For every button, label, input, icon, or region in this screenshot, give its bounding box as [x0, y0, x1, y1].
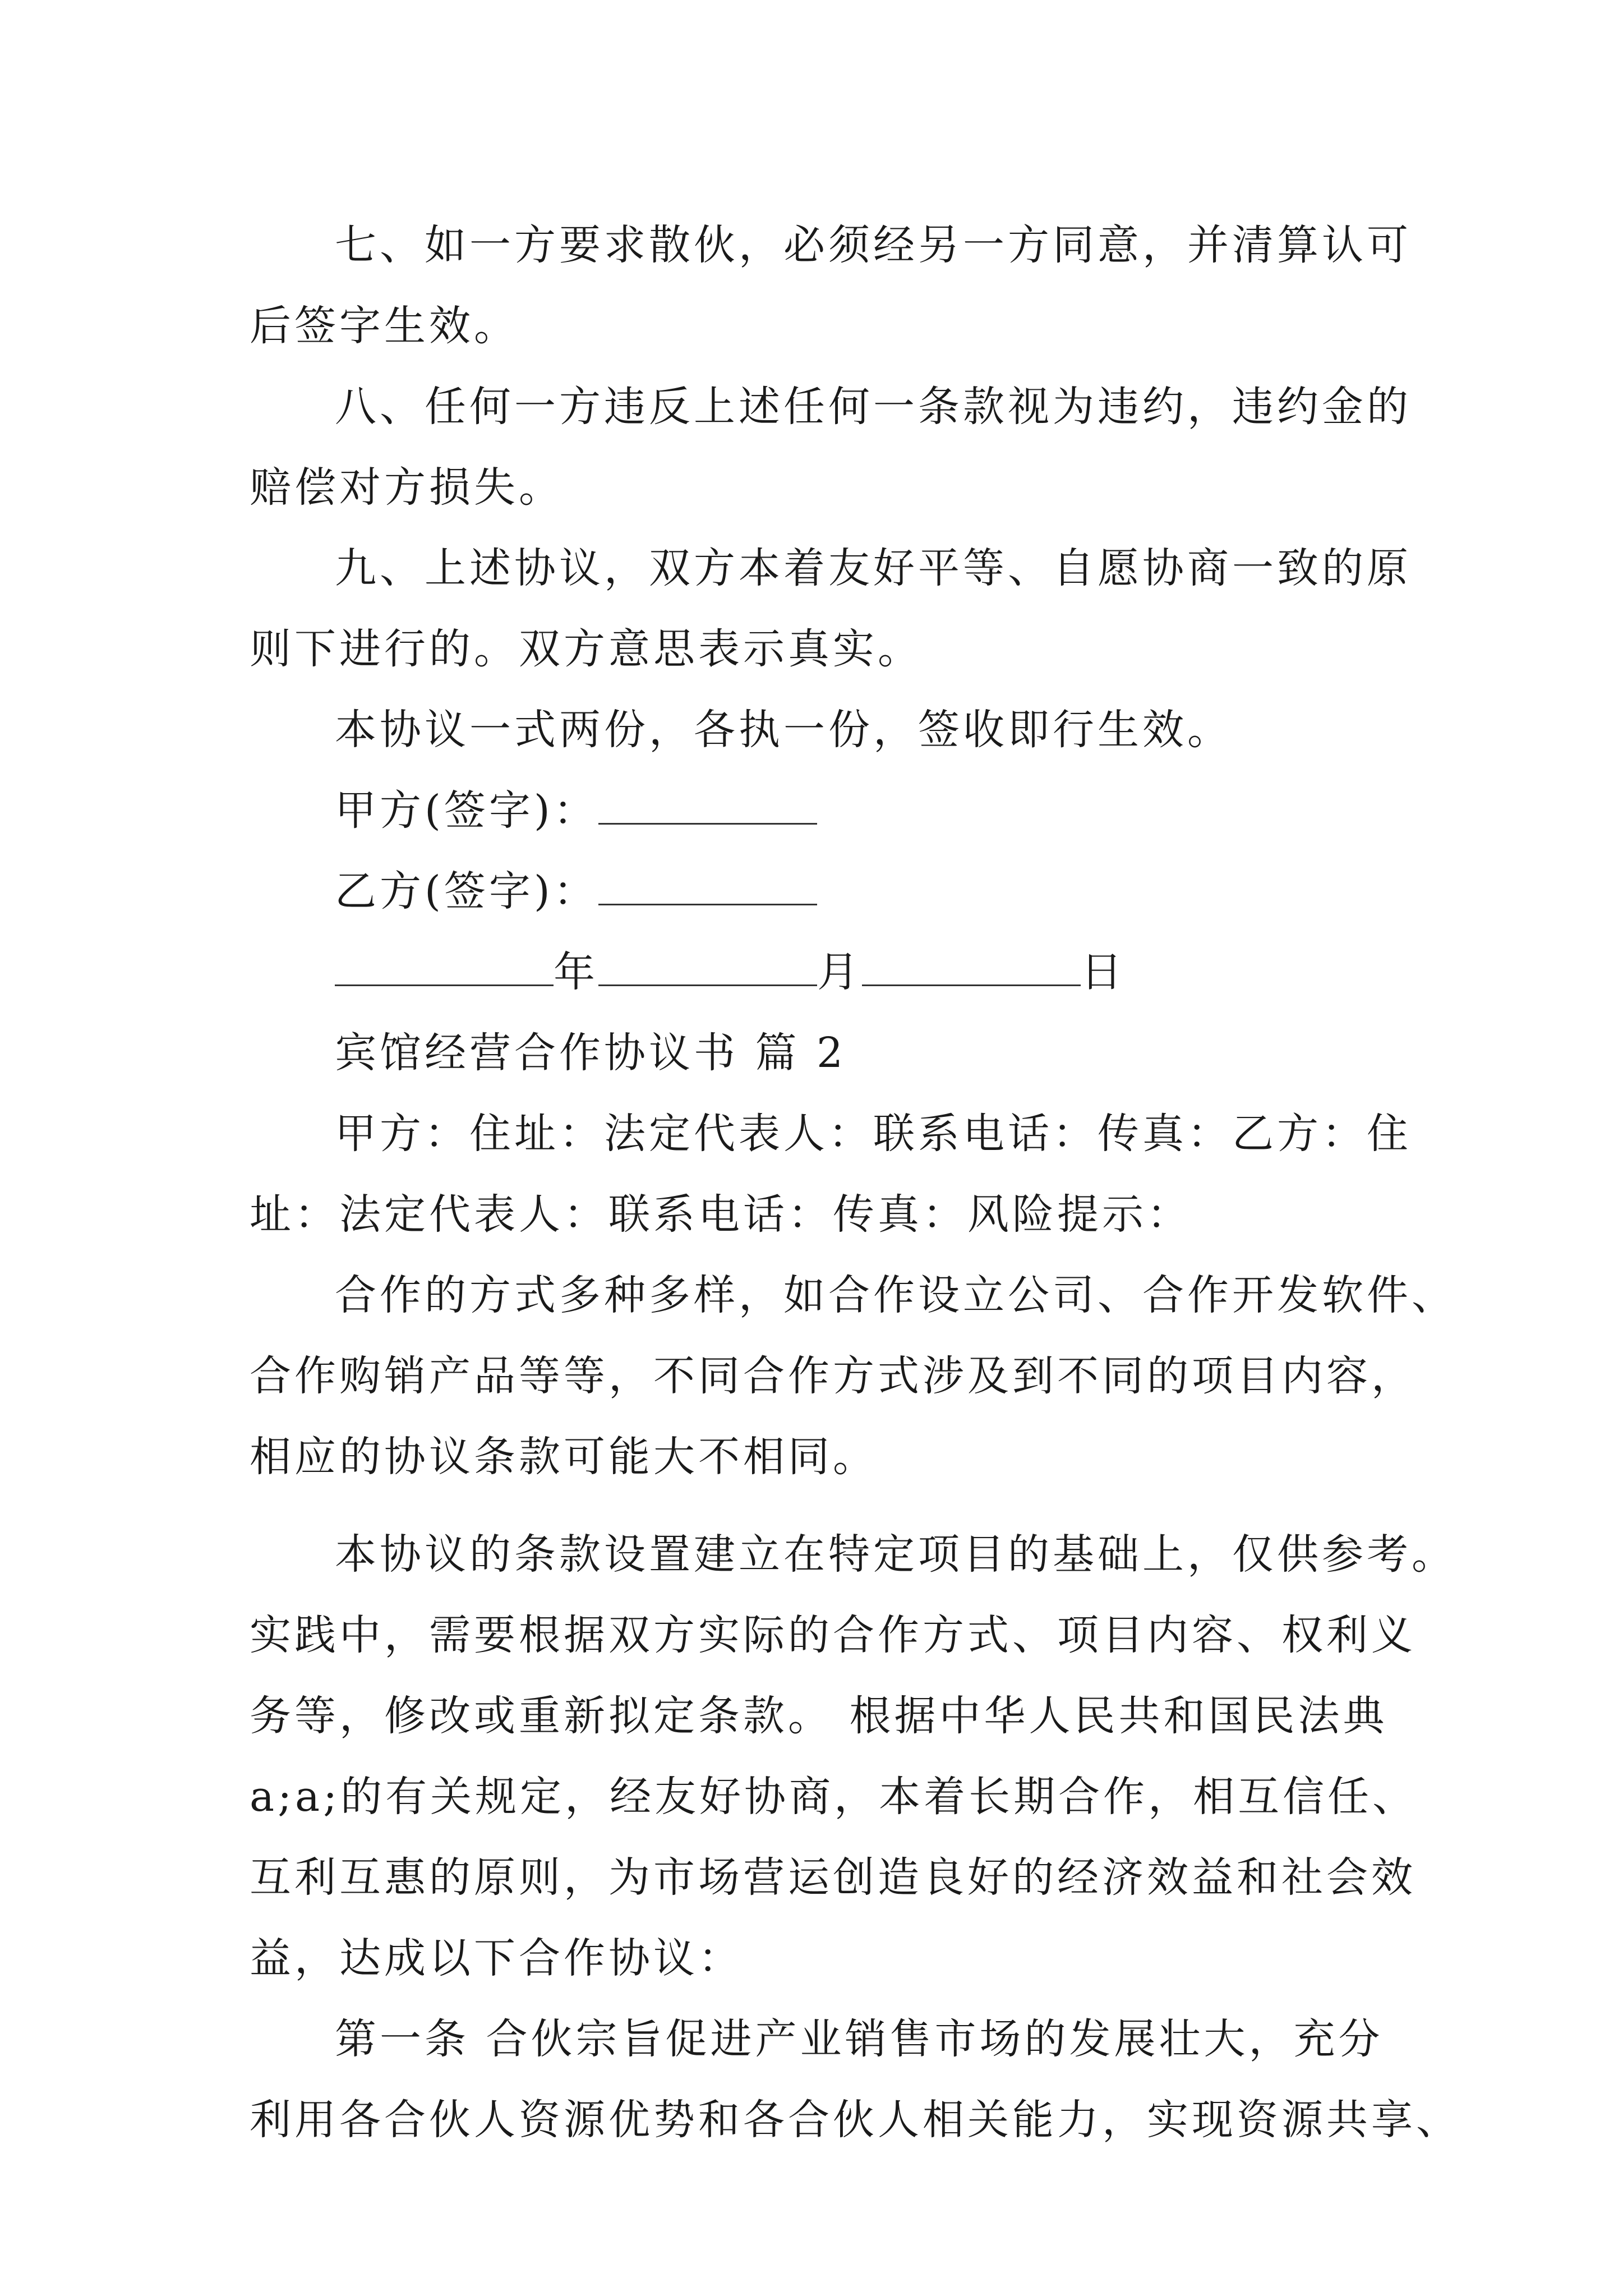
preamble-line-6: 益，达成以下合作协议： — [250, 1934, 743, 1982]
article-1-line-2: 利用各合伙人资源优势和各合伙人相关能力，实现资源共享、 — [250, 2096, 1461, 2144]
risk-note-line-3: 相应的协议条款可能大不相同。 — [250, 1433, 878, 1481]
preamble-line-2: 实践中，需要根据双方实际的合作方式、项目内容、权利义 — [250, 1611, 1416, 1659]
party-a-signature-row — [250, 770, 1382, 851]
party-b-signature-blank — [598, 870, 817, 905]
party-b-signature-row — [250, 851, 1382, 932]
document-body — [250, 205, 1461, 2160]
clause-8-line-2: 赔偿对方损失。 — [250, 463, 564, 512]
year-blank — [335, 951, 554, 986]
preamble-line-4: a;a;的有关规定，经友好协商，本着长期合作，相互信任、 — [250, 1773, 1418, 1821]
day-label: 日 — [1081, 948, 1126, 996]
parties-info-line-1: 甲方：住址：法定代表人：联系电话：传真：乙方：住 — [335, 1110, 1412, 1158]
date-row — [250, 932, 1382, 1013]
parties-info-line-2: 址：法定代表人：联系电话：传真：风险提示： — [250, 1190, 1192, 1239]
year-label: 年 — [554, 948, 598, 996]
risk-note-line-2: 合作购销产品等等，不同合作方式涉及到不同的项目内容， — [250, 1352, 1416, 1400]
copies-statement: 本协议一式两份，各执一份，签收即行生效。 — [335, 706, 1232, 754]
preamble-line-1: 本协议的条款设置建立在特定项目的基础上，仅供参考。 — [335, 1530, 1456, 1579]
preamble-line-3: 务等，修改或重新拟定条款。 根据中华人民共和国民法典 — [250, 1692, 1388, 1740]
preamble-line-5: 互利互惠的原则，为市场营运创造良好的经济效益和社会效 — [250, 1853, 1416, 1902]
month-blank — [598, 951, 817, 986]
party-a-signature-blank — [598, 789, 817, 825]
article-1-line-1: 第一条 合伙宗旨促进产业销售市场的发展壮大，充分 — [335, 2015, 1384, 2063]
clause-9-line-1: 九、上述协议，双方本着友好平等、自愿协商一致的原 — [335, 544, 1412, 592]
day-blank — [862, 951, 1081, 986]
clause-9-line-2: 则下进行的。双方意思表示真实。 — [250, 625, 923, 673]
risk-note-line-1: 合作的方式多种多样，如合作设立公司、合作开发软件、 — [335, 1271, 1456, 1319]
month-label: 月 — [817, 948, 862, 996]
clause-8-line-1: 八、任何一方违反上述任何一条款视为违约，违约金的 — [335, 383, 1412, 431]
clause-7-line-2: 后签字生效。 — [250, 302, 519, 350]
clause-7-line-1: 七、如一方要求散伙，必须经另一方同意，并清算认可 — [335, 221, 1412, 269]
party-a-signature-label: 甲方(签字)： — [335, 786, 598, 835]
section-heading: 宾馆经营合作协议书 篇 2 — [335, 1029, 847, 1077]
party-b-signature-label: 乙方(签字)： — [335, 867, 598, 915]
paragraph-gap — [250, 1497, 1382, 1514]
